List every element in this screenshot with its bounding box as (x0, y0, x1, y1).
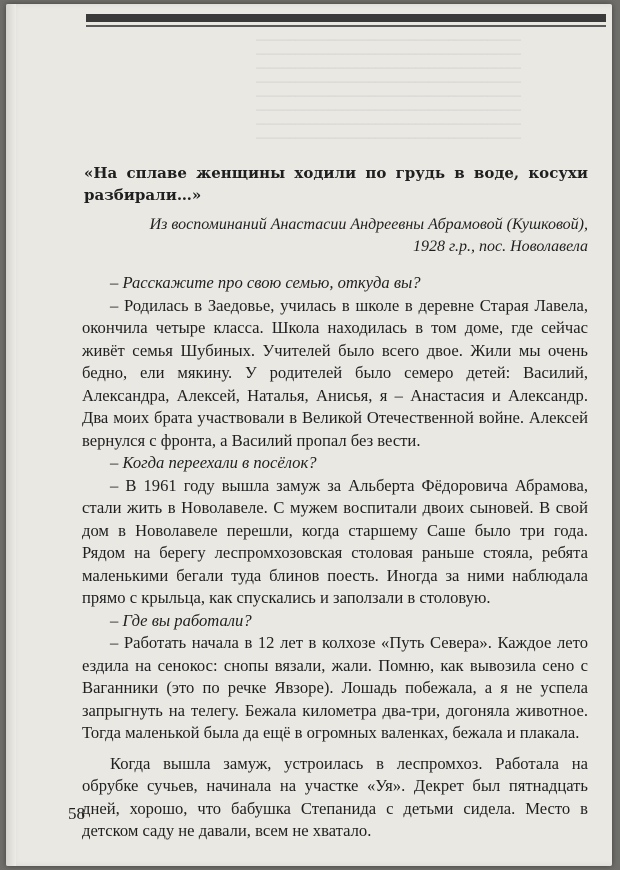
source-line-1: Из воспоминаний Анастасии Андреевны Абрамовой (Кушковой), (149, 216, 588, 233)
answer-paragraph: – В 1961 году вышла замуж за Альберта Фёдоровича Абрамова, стали жить в Новолавеле. С мужем воспитали двоих сыновей. В свой дом в Новолавеле перешли, когда старшему Саше было три года. Рядом на берегу леспромхозовская столовая раньше стояла, ребята маленькими бегали туда блинов поесть. Иногда за ними наблюдала прямо с крыльца, как спускались и заползали в столовую. (82, 475, 588, 607)
article-source (82, 214, 588, 258)
source-line-2: 1928 г.р., пос. Новолавела (412, 238, 588, 255)
article-heading: «На сплаве женщины ходили по грудь в воде, косухи разбирали…» (84, 164, 588, 204)
page-edge (6, 4, 16, 866)
article-content (82, 162, 602, 843)
book-page (6, 4, 612, 866)
header-rule-thin (86, 25, 606, 27)
question-paragraph: – Расскажите про свою семью, откуда вы? (110, 273, 421, 292)
answer-paragraph: – Родилась в Заедовье, училась в школе в деревне Старая Лавела, окончила четыре класса. Школа находилась в том доме, где сейчас живёт семья Шубиных. Учителей было всего двое. Жили мы очень бедно, ели мякину. У родителей было семеро детей: Василий, Александра, Алексей, Наталья, Анисья, я – Анастасия и Александр. Два моих брата участвовали в Великой Отечественной войне. Алексей вернулся с фронта, а Василий пропал без вести. (82, 295, 588, 450)
answer-paragraph: Когда вышла замуж, устроилась в леспромхоз. Работала на обрубке сучьев, начинала на участке «Уя». Декрет был пятнадцать дней, хорошо, что бабушка Степанида с детьми сидела. Место в детском саду не давали, всем не хватало. (82, 753, 588, 840)
interview-body (82, 272, 588, 843)
bleed-through-text: ──────────────────────────────────────── ──────────────────────────────────────── ──────────────────────────────────────── ──────────────────────────────────────── ──────────────────────────────────────── ──────────────────────────────────────── ──────────────────────────────────────── ──────────────────────────────────────── (256, 34, 521, 145)
header-rule (86, 14, 606, 22)
page-number: 58 (68, 804, 85, 823)
question-paragraph: – Где вы работали? (110, 610, 252, 630)
question-paragraph: – Когда переехали в посёлок? (110, 453, 317, 472)
answer-paragraph: – Работать начала в 12 лет в колхозе «Путь Севера». Каждое лето ездила на сенокос: снопы вязали, жали. Помню, как вывозила сено с Ваганники (это по речке Явзоре). Лошадь побежала, а я не успела запрыгнуть на телегу. Бежала километра два-три, догоняла животное. Тогда маленькой была да ещё в огромных валенках, бежала и плакала. (82, 633, 588, 742)
